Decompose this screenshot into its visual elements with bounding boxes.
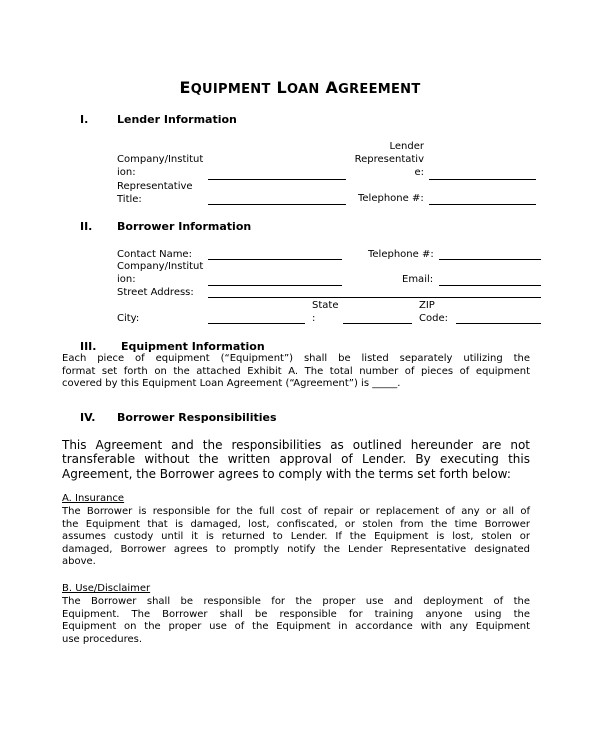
section-number: II.	[80, 220, 93, 233]
equipment-paragraph: Each piece of equipment (“Equipment”) shall be listed separately utilizing the format set forth on the attached Exhibit A. The total number of pieces of equipment covered by this Equipment Loan Agreement (“Agreement”) is _____.	[62, 353, 530, 390]
lender-telephone-field[interactable]	[429, 204, 536, 205]
section-heading-lender: Lender Information	[117, 113, 237, 126]
borrower-street-field[interactable]	[208, 297, 541, 298]
borrower-telephone-label: Telephone #:	[368, 249, 434, 260]
borrower-company-field[interactable]	[208, 285, 342, 286]
borrower-state-field[interactable]	[343, 323, 412, 324]
lender-company-label: Company/Institut ion:	[117, 154, 204, 178]
borrower-city-field[interactable]	[208, 323, 305, 324]
borrower-street-label: Street Address:	[117, 287, 194, 298]
borrower-contact-field[interactable]	[208, 259, 342, 260]
borrower-city-label: City:	[117, 313, 140, 324]
use-paragraph: The Borrower shall be responsible for the proper use and deployment of the Equipment. The Borrower shall be responsible for training anyone using the Equipment on the proper use of the Equipment in accordance with any Equipment use procedures.	[62, 596, 530, 645]
section-heading-borrower: Borrower Information	[117, 220, 252, 233]
borrower-telephone-field[interactable]	[439, 259, 541, 260]
lender-representative-label: Lender Representativ e:	[354, 141, 424, 178]
lender-rep-title-field[interactable]	[208, 204, 346, 205]
insurance-paragraph: The Borrower is responsible for the full cost of repair or replacement of any or all of the Equipment that is damaged, lost, confiscated, or stolen from the time Borrower assumes custody until it is returned to Lender. If the Equipment is lost, stolen or damaged, Borrower agrees to promptly notify the Lender Representative designated above.	[62, 506, 530, 568]
document-title: EQUIPMENT LOAN AGREEMENT	[179, 78, 421, 97]
lender-rep-title-label: Representative Title:	[117, 181, 193, 205]
borrower-zip-label: ZIP Code:	[419, 300, 448, 324]
borrower-contact-label: Contact Name:	[117, 249, 192, 260]
insurance-subheading: A. Insurance	[62, 493, 125, 504]
section-number: I.	[80, 113, 89, 126]
use-subheading: B. Use/Disclaimer	[62, 583, 151, 594]
section-heading-equipment: Equipment Information	[121, 340, 265, 353]
responsibilities-intro: This Agreement and the responsibilities as outlined hereunder are not transferable without the written approval of Lender. By executing this Agreement, the Borrower agrees to comply with the terms set forth below:	[62, 438, 530, 481]
borrower-email-label: Email:	[402, 274, 434, 285]
lender-representative-field[interactable]	[429, 179, 536, 180]
borrower-email-field[interactable]	[439, 285, 541, 286]
section-number: IV.	[80, 411, 96, 424]
borrower-state-label: State :	[312, 300, 339, 324]
section-heading-responsibilities: Borrower Responsibilities	[117, 411, 277, 424]
lender-company-field[interactable]	[208, 179, 346, 180]
lender-telephone-label: Telephone #:	[358, 193, 424, 204]
section-number: III.	[80, 340, 97, 353]
borrower-company-label: Company/Institut ion:	[117, 261, 204, 285]
borrower-zip-field[interactable]	[456, 323, 541, 324]
